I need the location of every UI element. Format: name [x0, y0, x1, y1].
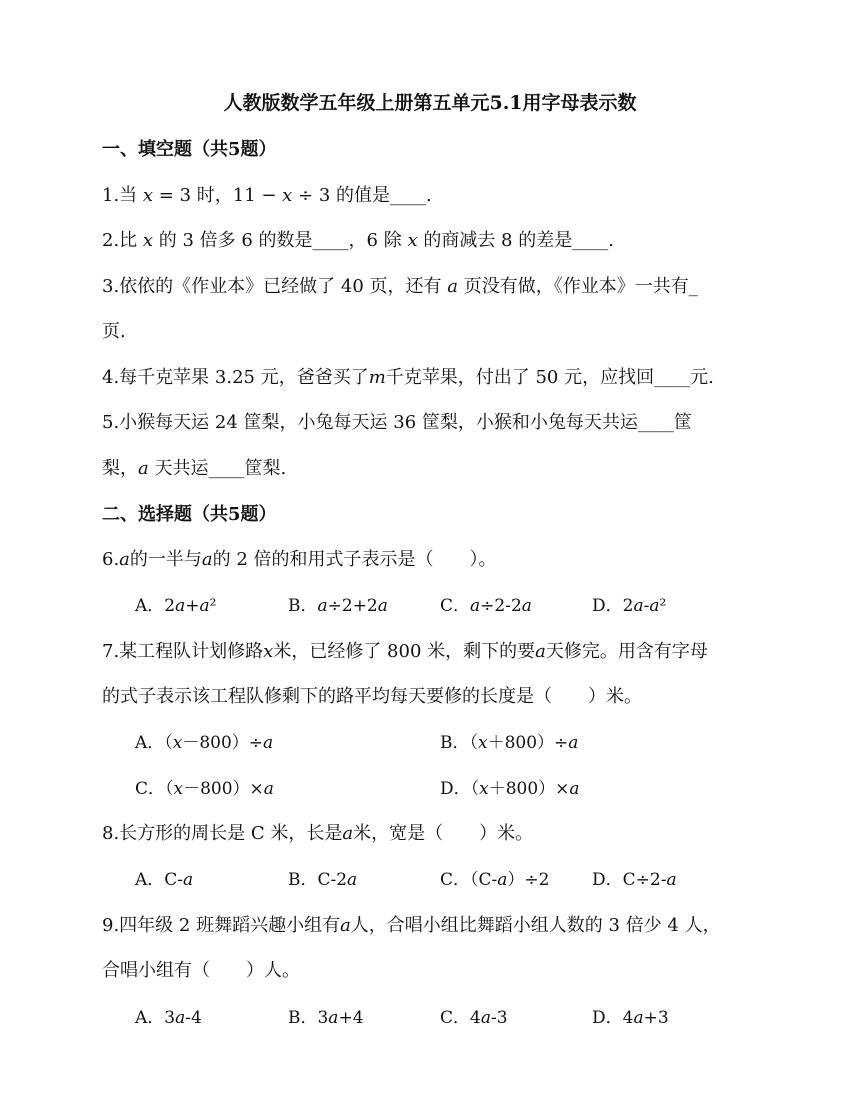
question-8-option-d: D．C÷2-𝑎	[592, 870, 677, 890]
question-9-line-1: 9.四年级 2 班舞蹈兴趣小组有𝑎人，合唱小组比舞蹈小组人数的 3 倍少 4 人，	[102, 915, 721, 936]
section-heading-choice: 二、选择题（共5题）	[102, 504, 277, 525]
question-2: 2.比 𝑥 的 3 倍多 6 的数是____，6 除 𝑥 的商减去 8 的差是____.	[102, 230, 614, 251]
question-9-option-b: B．3𝑎+4	[288, 1008, 364, 1028]
question-9-option-c: C．4𝑎-3	[440, 1008, 508, 1028]
question-8-option-c: C．（C-𝑎）÷2	[440, 870, 550, 890]
question-6-option-b: B．𝑎÷2+2𝑎	[288, 596, 388, 616]
question-8: 8.长方形的周长是 C 米，长是𝑎米，宽是（ ）米。	[102, 823, 534, 844]
question-7-option-a: A．（𝑥－800）÷𝑎	[135, 733, 274, 753]
question-3-line-1: 3.依依的《作业本》已经做了 40 页，还有 𝑎 页没有做，《作业本》一共有_	[102, 276, 698, 297]
question-8-option-b: B．C-2𝑎	[288, 870, 358, 890]
question-5-line-2: 梨，𝑎 天共运____筐梨.	[102, 458, 287, 479]
question-7-option-d: D．（𝑥＋800）×𝑎	[440, 779, 580, 799]
question-3-line-2: 页.	[102, 321, 126, 342]
question-7-line-1: 7.某工程队计划修路𝑥米，已经修了 800 米，剩下的要𝑎天修完。用含有字母	[102, 641, 708, 662]
question-9-option-d: D．4𝑎+3	[592, 1008, 669, 1028]
question-1: 1.当 𝑥 = 3 时，11 − 𝑥 ÷ 3 的值是____.	[102, 185, 432, 206]
page-title: 人教版数学五年级上册第五单元5.1用字母表示数	[223, 92, 637, 114]
section-heading-fill-in: 一、填空题（共5题）	[102, 139, 277, 160]
question-4: 4.每千克苹果 3.25 元，爸爸买了𝑚千克苹果，付出了 50 元，应找回____元.	[102, 367, 714, 388]
question-5-line-1: 5.小猴每天运 24 筐梨，小兔每天运 36 筐梨，小猴和小兔每天共运____筐	[102, 412, 692, 433]
question-7-option-c: C．（𝑥－800）×𝑎	[135, 779, 274, 799]
question-8-option-a: A．C-𝑎	[135, 870, 194, 890]
question-6: 6.𝑎的一半与𝑎的 2 倍的和用式子表示是（ ）。	[102, 549, 497, 570]
question-6-option-a: A．2𝑎+𝑎²	[135, 596, 217, 616]
question-6-option-c: C．𝑎÷2-2𝑎	[440, 596, 532, 616]
question-7-option-b: B．（𝑥＋800）÷𝑎	[440, 733, 579, 753]
question-6-option-d: D．2𝑎-𝑎²	[592, 596, 667, 616]
question-9-option-a: A．3𝑎-4	[135, 1008, 202, 1028]
question-7-line-2: 的式子表示该工程队修剩下的路平均每天要修的长度是（ ）米。	[102, 686, 642, 707]
question-9-line-2: 合唱小组有（ ）人。	[102, 960, 300, 981]
